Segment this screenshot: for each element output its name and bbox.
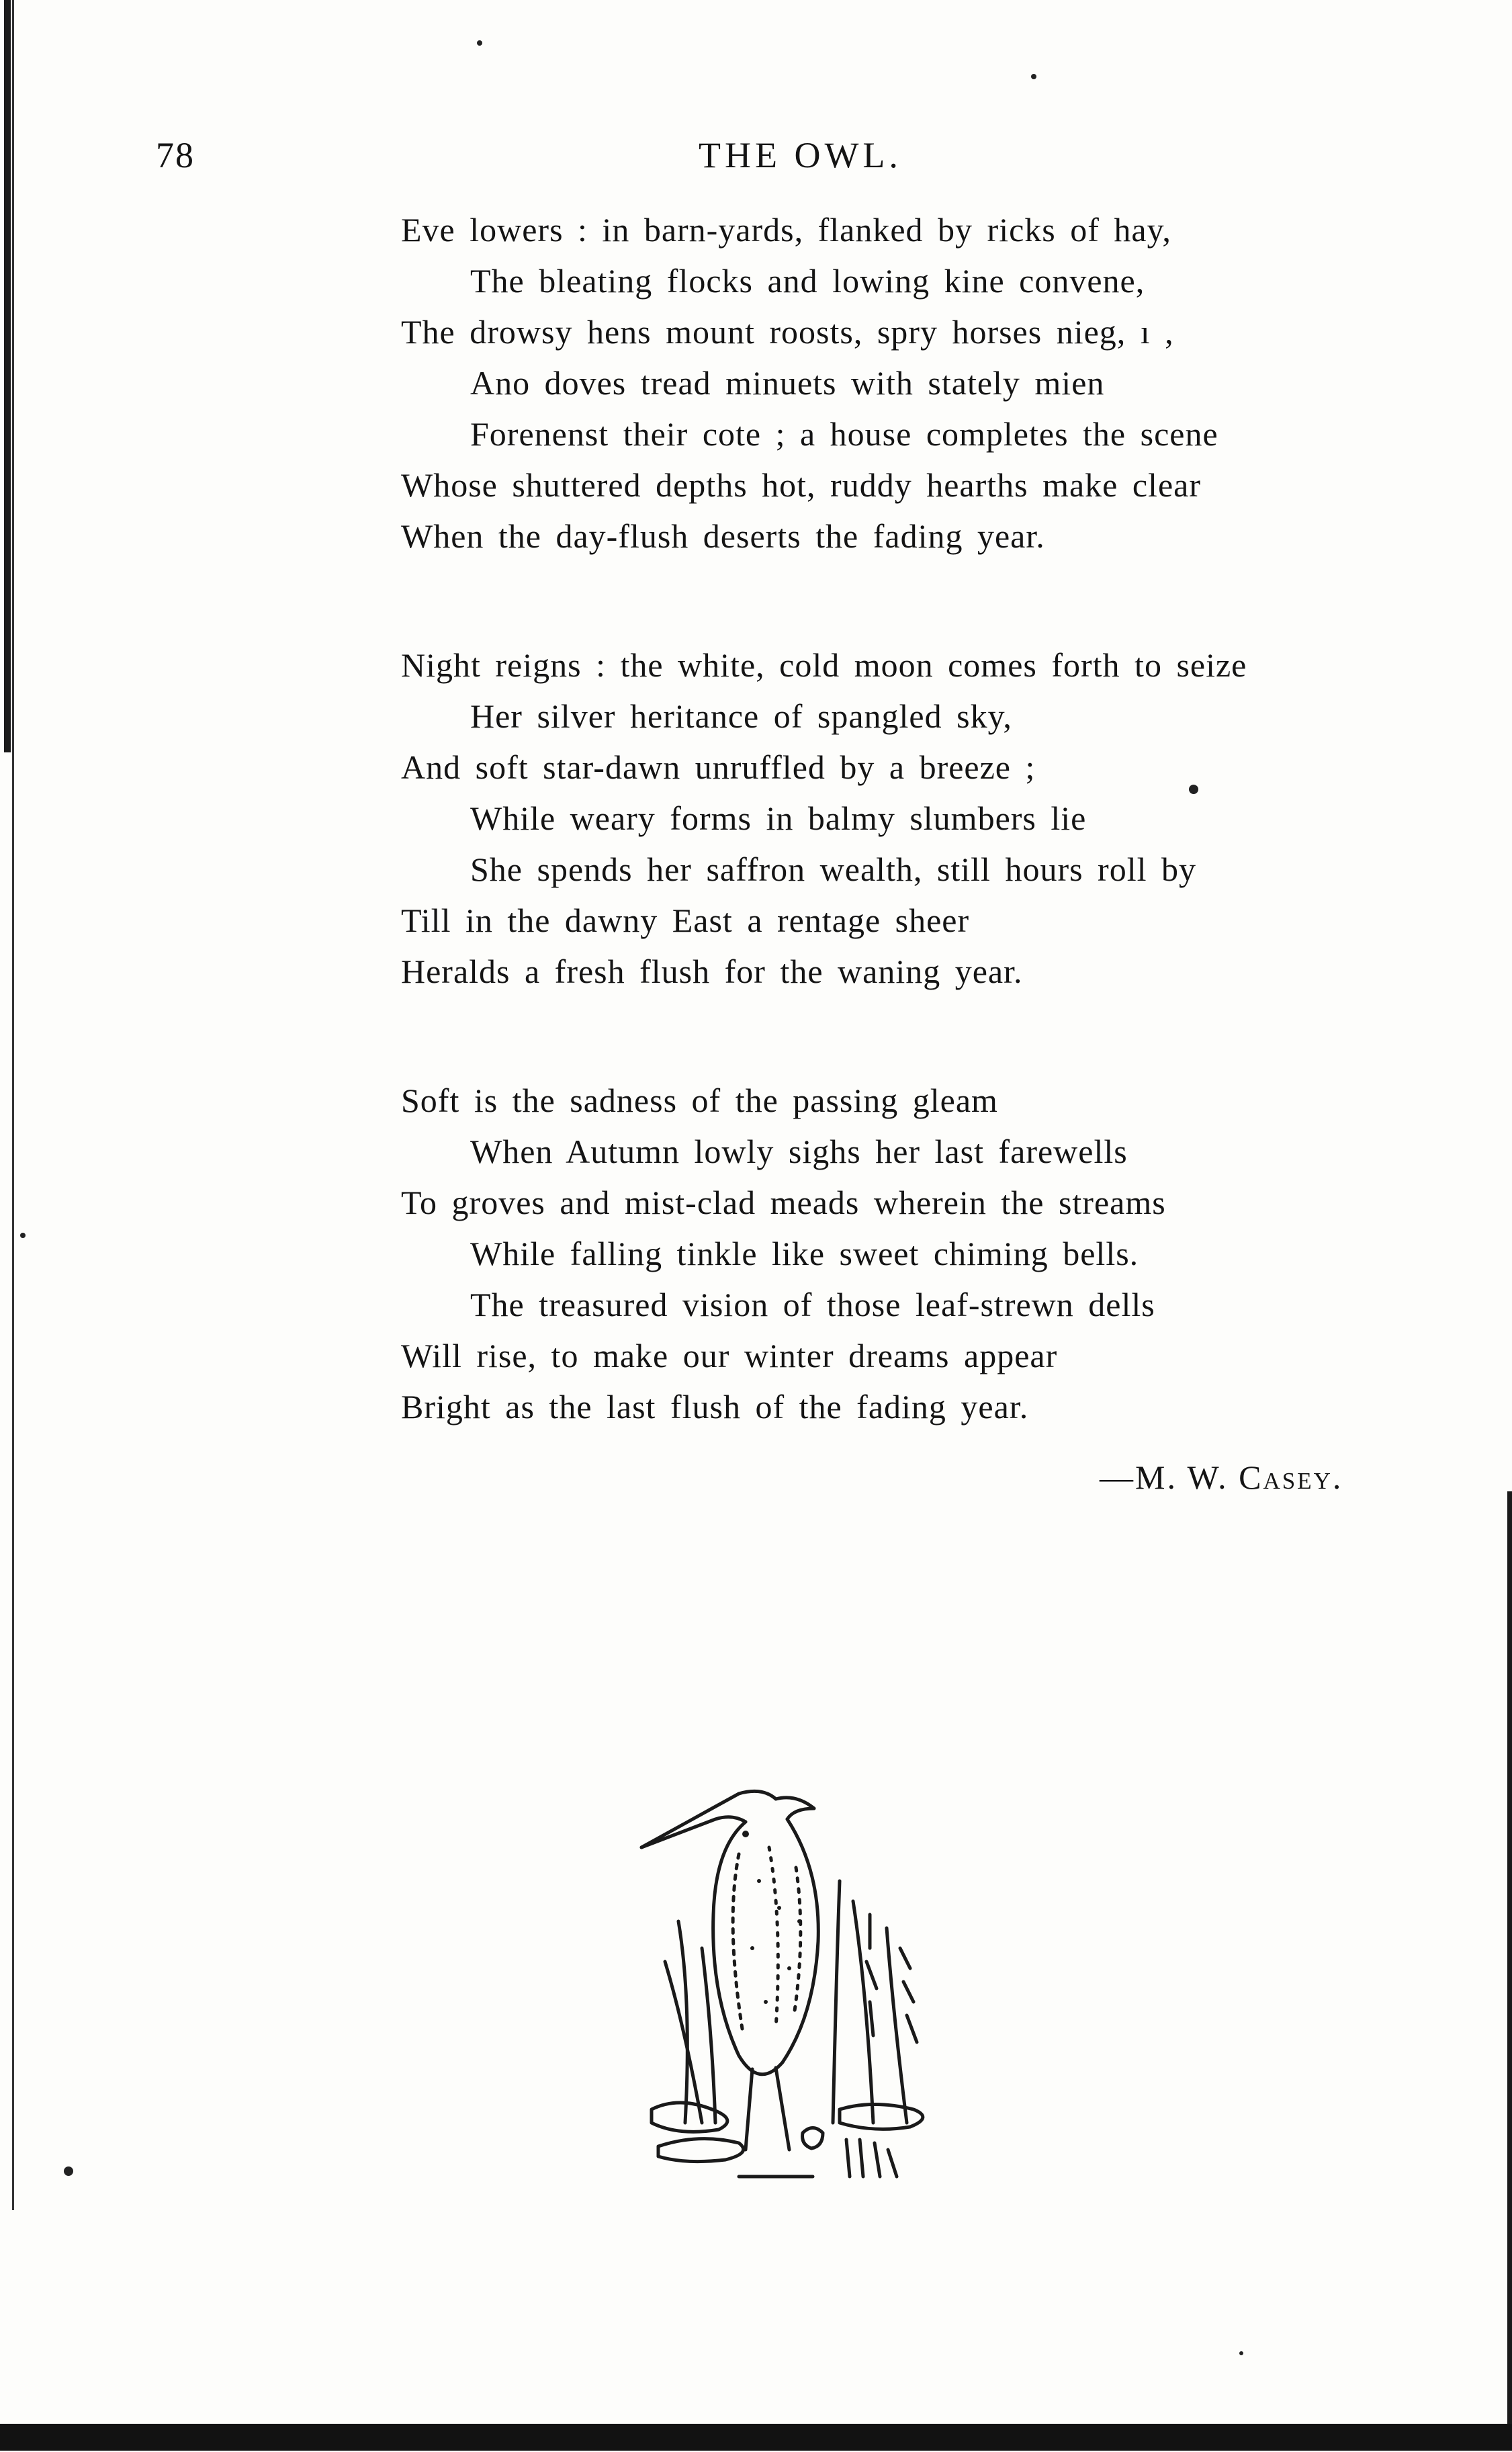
poem-line: To groves and mist-clad meads wherein the streams [401,1184,1166,1221]
poem-line: Heralds a fresh flush for the waning year. [401,953,1023,990]
poem-line: Eve lowers : in barn-yards, flanked by ricks of hay, [401,211,1171,249]
stanza [401,204,1449,562]
poem-line: Till in the dawny East a rentage sheer [401,902,970,939]
ink-speck [1189,785,1198,794]
poem-line: Soft is the sadness of the passing gleam [401,1082,998,1119]
ink-speck [1031,74,1036,79]
poem-line: Night reigns : the white, cold moon comes forth to seize [401,646,1247,684]
poem-line: The drowsy hens mount roosts, spry horses nieg, ı , [401,313,1174,351]
poem-line: Her silver heritance of spangled sky, [470,697,1012,735]
ink-speck [20,1233,26,1238]
stanza [401,640,1449,997]
poem-line: When Autumn lowly sighs her last farewells [470,1133,1128,1170]
right-margin-rule [1507,1491,1512,2439]
poem-line: Ano doves tread minuets with stately mien [470,364,1105,402]
poem-line: The treasured vision of those leaf-strewn dells [470,1286,1155,1323]
poem-line: Whose shuttered depths hot, ruddy hearths make clear [401,466,1201,504]
running-head: THE OWL. [699,135,902,175]
author-signature: —M. W. Casey. [1100,1458,1343,1496]
poem-line: Forenenst their cote ; a house completes the scene [470,415,1218,453]
bottom-margin-rule [0,2424,1512,2451]
page-number: 78 [156,135,195,175]
poem-line: When the day-flush deserts the fading year. [401,517,1045,555]
ink-speck [64,2166,73,2176]
left-margin-rule [4,0,11,752]
poem [401,204,1449,1432]
poem-line: While falling tinkle like sweet chiming bells. [470,1235,1139,1272]
poem-line: She spends her saffron wealth, still hours roll by [470,850,1196,888]
poem-line: The bleating flocks and lowing kine convene, [470,262,1145,300]
poem-line: Will rise, to make our winter dreams appear [401,1337,1058,1374]
left-margin-line [12,0,14,2210]
poem-line: And soft star-dawn unruffled by a breeze ; [401,748,1036,786]
heron-illustration-icon [638,1747,947,2183]
poem-line: Bright as the last flush of the fading year. [401,1388,1029,1426]
ink-speck [1239,2351,1243,2355]
poem-line: While weary forms in balmy slumbers lie [470,799,1087,837]
stanza [401,1075,1449,1432]
ink-speck [477,40,482,46]
